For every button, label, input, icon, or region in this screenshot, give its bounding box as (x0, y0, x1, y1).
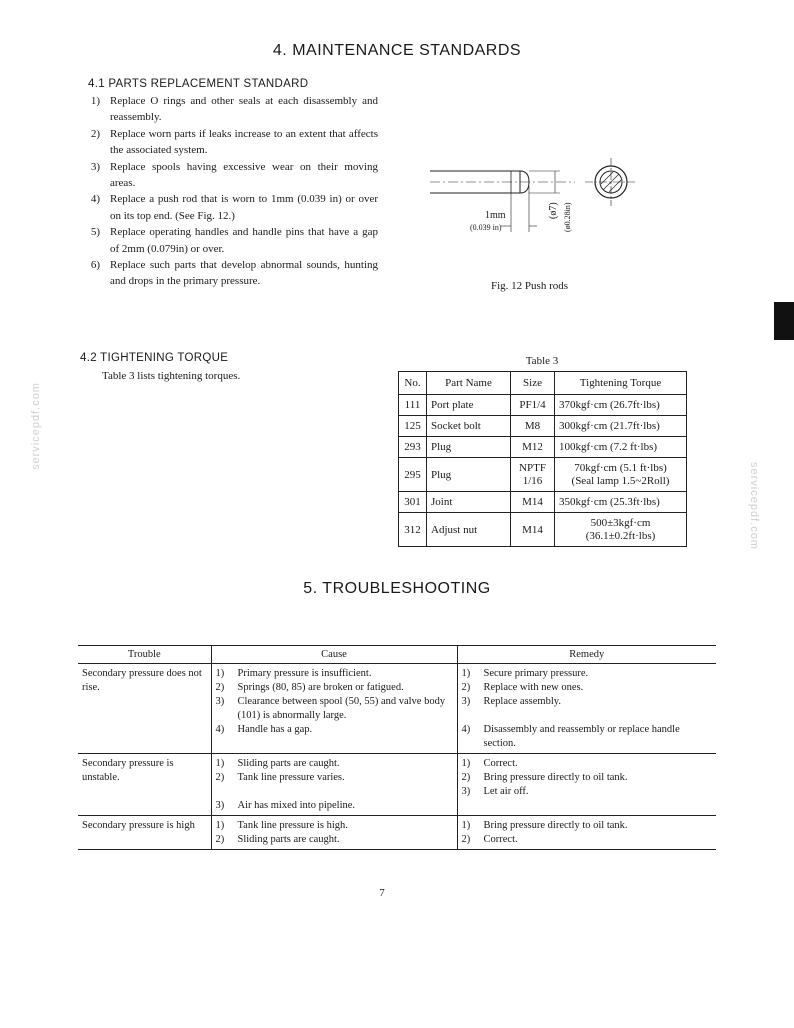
table-header: Part Name (427, 372, 511, 395)
page-number: 7 (379, 887, 385, 899)
list-item: 5) Replace operating handles and handle pins that have a gap of 2mm (0.079in) or over. (90, 226, 378, 255)
watermark-right: servicepdf.com (748, 462, 760, 550)
table-row: 293 Plug M12 100kgf·cm (7.2 ft·lbs) (399, 437, 687, 458)
troubleshooting-table (78, 645, 716, 850)
section-4-title: 4. MAINTENANCE STANDARDS (272, 42, 522, 59)
figure-label-diameter: (ø7) (548, 202, 559, 219)
table-3-caption: Table 3 (525, 355, 559, 367)
list-item: 3) Replace spools having excessive wear on their moving areas. (90, 160, 378, 190)
list-item: 2) Replace worn parts if leaks increase to an extent that affects the associated system. (90, 127, 378, 157)
table-row: Secondary pressure is unstable. 1) Sliding parts are caught. 2) Tank line pressure varies. 3) Air has mixed into pipeline. 1) Correct. 2) Bring pressure directly to oil tank. 3) Let air off. (78, 754, 716, 816)
table-header: Cause (211, 646, 457, 664)
table-row: 312 Adjust nut M14 500±3kgf·cm (36.1±0.2ft·lbs) (399, 513, 687, 547)
table-header: Tightening Torque (555, 372, 687, 395)
figure-label-1mm-in: (0.039 in) (470, 223, 502, 232)
table-header: Trouble (78, 646, 211, 664)
table-row: 295 Plug NPTF 1/16 70kgf·cm (5.1 ft·lbs) (Seal lamp 1.5~2Roll) (399, 458, 687, 492)
figure-label-diameter-in: (ø0.28in) (563, 202, 572, 232)
figure-12-caption: Fig. 12 Push rods (491, 280, 569, 292)
figure-label-1mm: 1mm (485, 210, 506, 221)
list-item: 1) Replace O rings and other seals at each disassembly and reassembly. (90, 95, 378, 124)
parts-replacement-list (88, 93, 378, 290)
table-header: Remedy (457, 646, 716, 664)
list-item: 4) Replace a push rod that is worn to 1mm (0.039 in) or over on its top end. (See Fig. 12.) (90, 193, 378, 222)
section-5-title: 5. TROUBLESHOOTING (303, 580, 491, 597)
table-row: 125 Socket bolt M8 300kgf·cm (21.7ft·lbs) (399, 416, 687, 437)
list-item: 6) Replace such parts that develop abnormal sounds, hunting and drops in the primary pressure. (90, 259, 378, 288)
table-row: 111 Port plate PF1/4 370kgf·cm (26.7ft·lbs) (399, 395, 687, 416)
watermark-left: servicepdf.com (30, 382, 42, 470)
push-rod-figure (425, 150, 645, 250)
subsection-4-2-text: Table 3 lists tightening torques. (102, 370, 241, 382)
table-row: 301 Joint M14 350kgf·cm (25.3ft·lbs) (399, 492, 687, 513)
subsection-4-2-title: 4.2 TIGHTENING TORQUE (80, 352, 229, 364)
table-header: Size (511, 372, 555, 395)
subsection-4-1-title: 4.1 PARTS REPLACEMENT STANDARD (88, 78, 309, 90)
table-header: No. (399, 372, 427, 395)
table-row: Secondary pressure does not rise. 1) Primary pressure is insufficient. 2) Springs (80, 85) are broken or fatigued. 3) Clearance between spool (50, 55) and valve body (101) is abnormally large. 4) Handle has a gap. 1) Secure primary pressure. 2) Replace with new ones. 3) Replace assembly. 4) Disassembly and reassembly or replace handle section. (78, 664, 716, 754)
table-3 (398, 371, 687, 547)
table-row: Secondary pressure is high 1) Tank line pressure is high. 2) Sliding parts are caught. 1) Bring pressure directly to oil tank. 2) Correct. (78, 816, 716, 850)
section-edge-tab (774, 302, 794, 340)
